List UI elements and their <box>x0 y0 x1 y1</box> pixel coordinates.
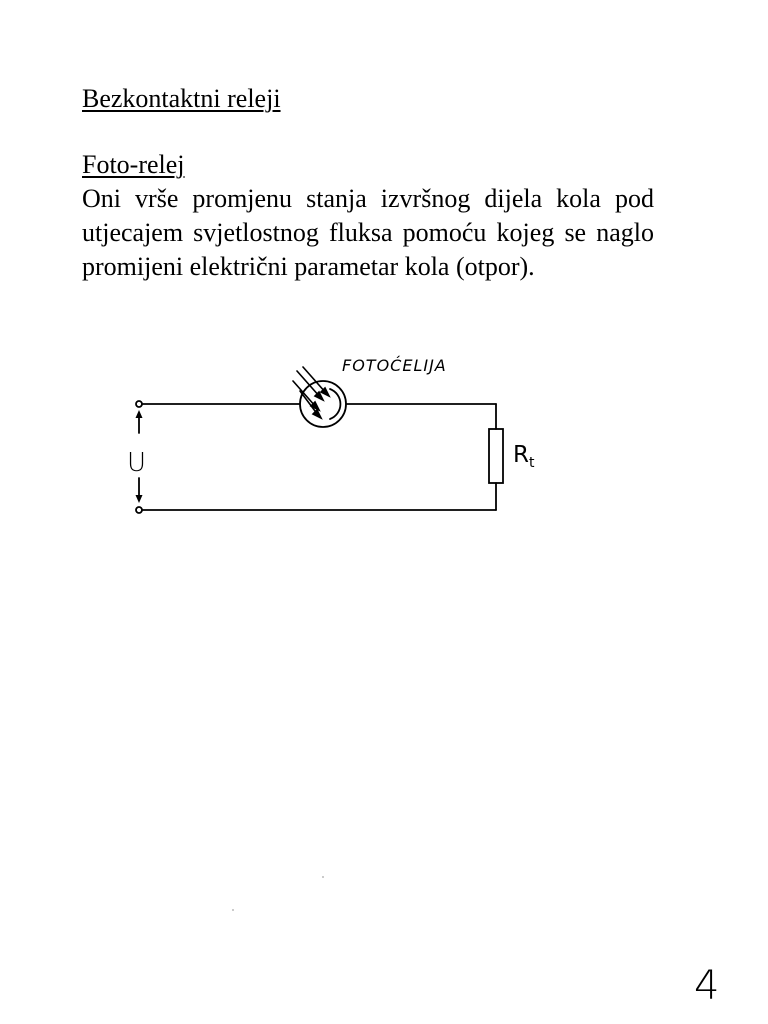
page-number: 4 <box>694 963 720 1009</box>
resistor-label: R <box>513 442 529 468</box>
scan-speck <box>322 876 324 878</box>
svg-text:Rt <box>513 442 535 471</box>
circuit-diagram <box>120 345 560 530</box>
photocell-symbol <box>300 381 346 427</box>
section-foto-relej <box>82 148 654 284</box>
photocell-label: FOTOĆELIJA <box>342 356 447 375</box>
resistor-subscript: t <box>528 455 535 471</box>
voltage-label: U <box>127 448 147 478</box>
scan-speck <box>232 909 234 911</box>
section-body: Oni vrše promjenu stanja izvršnog dijela kola pod utjecajem svjetlostnog fluksa pomoću kojeg se naglo promijeni električni parametar kola (otpor). <box>82 184 654 281</box>
section-title: Foto-relej <box>82 150 185 179</box>
page-heading: Bezkontaktni releji <box>82 84 281 113</box>
light-rays <box>293 367 329 418</box>
photocell-arc <box>330 389 340 419</box>
resistor-symbol <box>489 429 503 483</box>
terminal-top <box>136 401 142 407</box>
terminal-bottom <box>136 507 142 513</box>
